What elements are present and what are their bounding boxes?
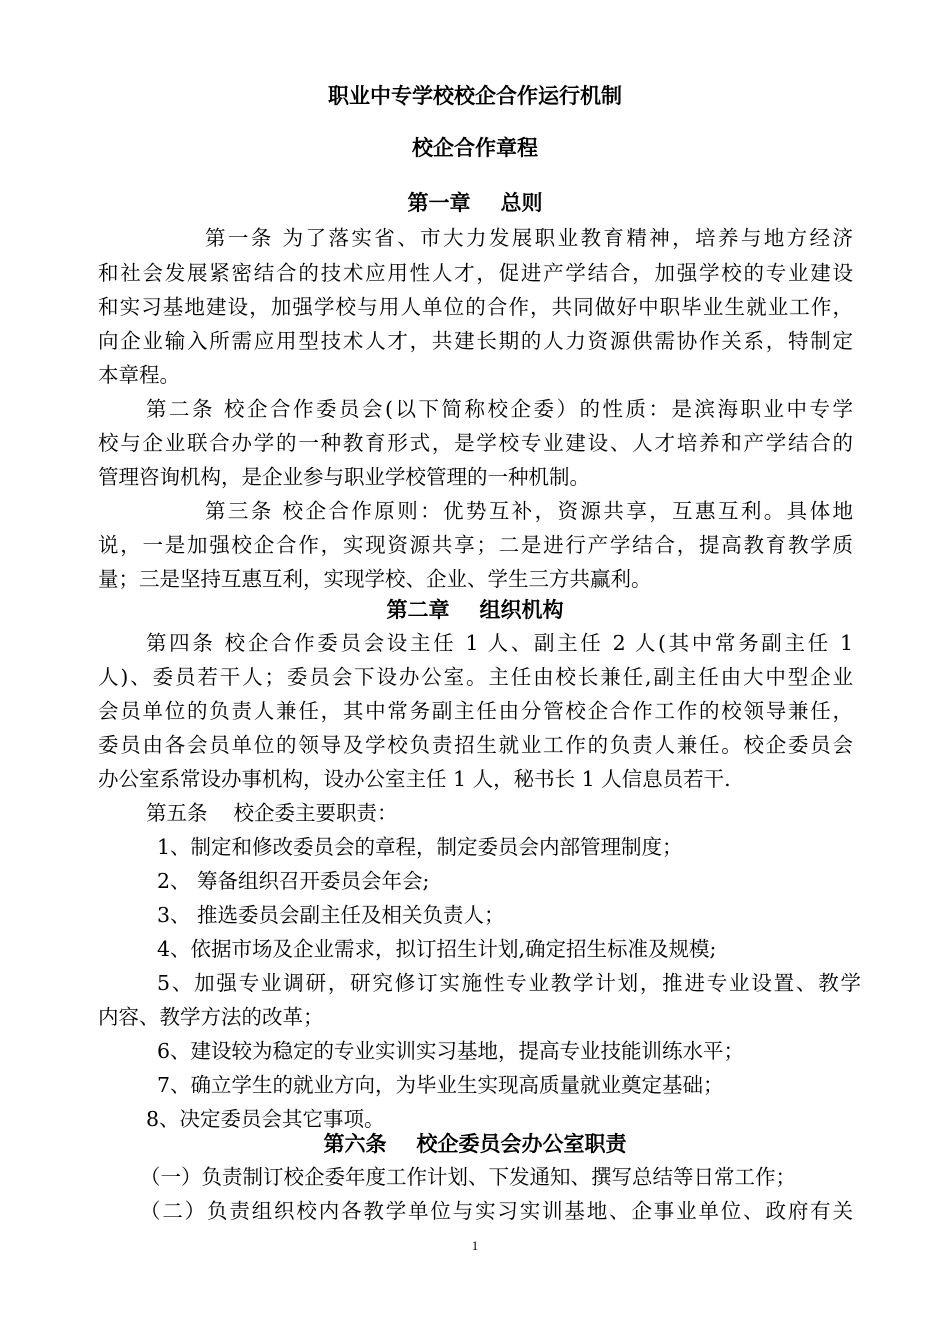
article-2-label: 第二条 xyxy=(146,397,215,421)
article-6-number: 第六条 xyxy=(323,1131,387,1156)
chapter-2-heading xyxy=(0,596,950,624)
chapter-2-number: 第二章 xyxy=(386,597,450,622)
article-2-line-2: 校与企业联合办学的一种教育形式，是学校专业建设、人才培养和产学结合的 xyxy=(98,431,853,455)
document-subtitle: 校企合作章程 xyxy=(412,135,538,160)
duty-item: （二）负责组织校内各教学单位与实习实训基地、企事业单位、政府有关 xyxy=(140,1199,853,1223)
chapter-1-number: 第一章 xyxy=(407,190,471,215)
duty-item: （一）负责制订校企委年度工作计划、下发通知、撰写总结等日常工作； xyxy=(140,1165,796,1189)
article-6-name: 校企委员会办公室职责 xyxy=(416,1131,627,1156)
article-4-line-2: 人)、委员若干人；委员会下设办公室。主任由校长兼任,副主任由大中型企业 xyxy=(98,665,853,689)
chapter-1-name: 总则 xyxy=(500,190,543,215)
article-1-line-2: 和社会发展紧密结合的技术应用性人才，促进产学结合，加强学校的专业建设 xyxy=(98,261,853,285)
list-item: 3、 推选委员会副主任及相关负责人； xyxy=(157,903,505,927)
article-5-label: 第五条 xyxy=(146,801,208,825)
list-item: 7、确立学生的就业方向，为毕业生实现高质量就业奠定基础； xyxy=(157,1073,724,1097)
article-1-line-5: 本章程。 xyxy=(98,363,180,387)
article-1-line-3: 和实习基地建设，加强学校与用人单位的合作，共同做好中职毕业生就业工作， xyxy=(98,295,853,319)
article-3-label: 第三条 xyxy=(205,499,274,523)
chapter-1-heading xyxy=(0,189,950,217)
article-3-line-1: 第三条 校企合作原则：优势互补，资源共享，互惠互利。具体地 xyxy=(205,499,854,523)
article-2-line-1: 第二条 校企合作委员会(以下简称校企委）的性质：是滨海职业中专学 xyxy=(146,397,853,421)
article-1-line-4: 向企业输入所需应用型技术人才，共建长期的人力资源供需协作关系，特制定 xyxy=(98,329,853,353)
article-4-line-3: 会员单位的负责人兼任，其中常务副主任由分管校企合作工作的校领导兼任， xyxy=(98,699,853,723)
article-6-heading xyxy=(0,1130,950,1158)
article-5-line-1: 第五条 校企委主要职责： xyxy=(146,801,398,825)
article-4-line-5: 办公室系常设办事机构，设办公室主任 1 人，秘书长 1 人信息员若干. xyxy=(98,767,731,791)
list-item: 2、 筹备组织召开委员会年会; xyxy=(157,869,430,893)
article-1-label: 第一条 xyxy=(205,226,274,250)
list-item: 6、建设较为稳定的专业实训实习基地，提高专业技能训练水平； xyxy=(157,1039,745,1063)
article-4-line-4: 委员由各会员单位的领导及学校负责招生就业工作的负责人兼任。校企委员会 xyxy=(98,733,853,757)
list-item: 内容、教学方法的改革； xyxy=(98,1005,324,1029)
article-4-label: 第四条 xyxy=(146,631,216,655)
article-1-line-1: 第一条 为了落实省、市大力发展职业教育精神，培养与地方经济 xyxy=(205,226,854,250)
list-item: 1、制定和修改委员会的章程，制定委员会内部管理制度； xyxy=(157,835,683,859)
list-item: 8、决定委员会其它事项。 xyxy=(146,1107,385,1131)
document-title: 职业中专学校校企合作运行机制 xyxy=(328,83,622,108)
article-2-line-3: 管理咨询机构，是企业参与职业学校管理的一种机制。 xyxy=(98,465,590,489)
list-item: 4、依据市场及企业需求，拟订招生计划,确定招生标准及规模; xyxy=(157,937,717,961)
page-number: 1 xyxy=(471,1238,479,1253)
article-3-line-3: 量；三是坚持互惠互利，实现学校、企业、学生三方共赢利。 xyxy=(98,567,652,591)
article-4-line-1: 第四条 校企合作委员会设主任 1 人、副主任 2 人(其中常务副主任 1 xyxy=(146,631,853,655)
list-item: 5、加强专业调研，研究修订实施性专业教学计划，推进专业设置、教学 xyxy=(157,971,861,995)
article-3-line-2: 说，一是加强校企合作，实现资源共享；二是进行产学结合，提高教育教学质 xyxy=(98,533,853,557)
chapter-2-name: 组织机构 xyxy=(479,597,564,622)
